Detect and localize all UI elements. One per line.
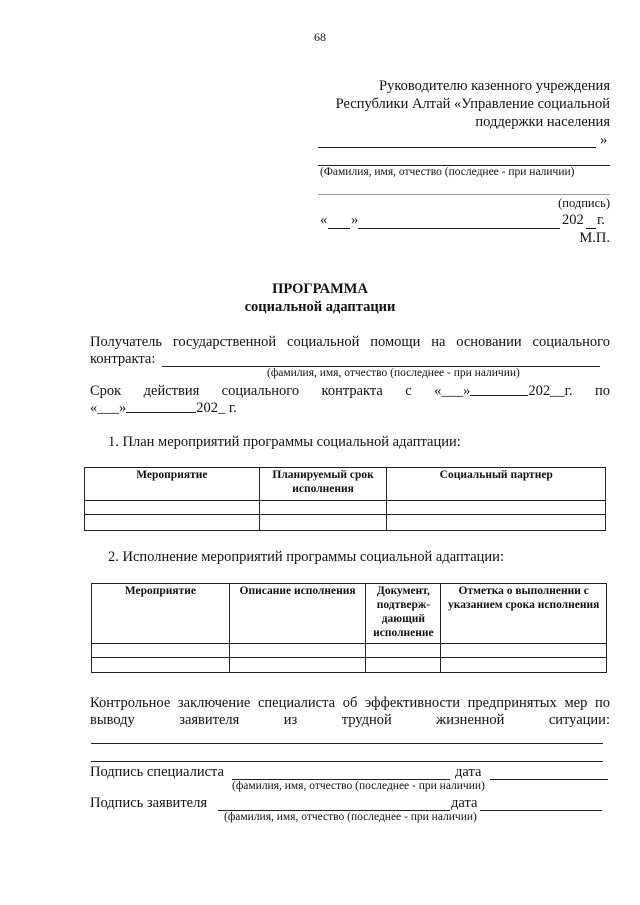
table-cell[interactable] [387, 515, 606, 531]
plan-col-deadline: Планируемый срок исполнения [259, 468, 387, 501]
date-day-line [328, 228, 350, 229]
date-year-line [586, 228, 596, 229]
addressee-name-line [318, 147, 596, 148]
date-mid-quote: » [351, 212, 359, 228]
specialist-signature-label: Подпись специалиста [90, 764, 224, 780]
program-subtitle: социальной адаптации [244, 299, 396, 315]
term-word-2: действия [143, 383, 200, 399]
exec-col-activity: Мероприятие [92, 584, 230, 644]
specialist-caption: (фамилия, имя, отчество (последнее - при наличии) [232, 780, 485, 792]
table-cell[interactable] [85, 501, 260, 515]
addressee-line1: Руководителю казенного учреждения [379, 78, 610, 94]
date-open-quote: « [320, 212, 328, 228]
table-cell[interactable] [92, 658, 230, 673]
specialist-date-label: дата [455, 764, 482, 780]
exec-col-description: Описание исполнения [229, 584, 366, 644]
signature-caption: (подпись) [558, 196, 610, 210]
applicant-date-line[interactable] [480, 810, 602, 811]
conclusion-word-2: заявителя [179, 712, 240, 728]
table-cell[interactable] [92, 644, 230, 658]
table-cell[interactable] [366, 644, 441, 658]
page-number: 68 [314, 30, 326, 44]
exec-col-mark: Отметка о выполнении с указанием срока исполнения [441, 584, 607, 644]
term-word-4: контракта [321, 383, 383, 399]
execution-table-header [92, 584, 607, 644]
recipient-caption: (фамилия, имя, отчество (последнее - при наличии) [267, 367, 520, 379]
conclusion-line-a[interactable] [91, 743, 603, 744]
table-cell[interactable] [366, 658, 441, 673]
term-word-3: социального [221, 383, 300, 399]
plan-table-header [85, 468, 606, 501]
table-cell[interactable] [441, 644, 607, 658]
table-row [85, 515, 606, 531]
table-row [92, 658, 607, 673]
recipient-label: контракта: [90, 351, 156, 367]
term-end-day: «___» [90, 400, 127, 416]
table-row [92, 644, 607, 658]
conclusion-word-1: выводу [90, 712, 135, 728]
plan-col-partner: Социальный партнер [387, 468, 606, 501]
conclusion-word-3: из [283, 712, 298, 728]
section2-heading: 2. Исполнение мероприятий программы социальной адаптации: [108, 549, 504, 565]
conclusion-word-6: ситуации: [548, 712, 610, 728]
table-cell[interactable] [85, 515, 260, 531]
conclusion-line1: Контрольное заключение специалиста об эффективности предпринятых мер по [90, 695, 610, 711]
table-row [85, 501, 606, 515]
conclusion-word-5: жизненной [436, 712, 505, 728]
program-title: ПРОГРАММА [272, 281, 368, 297]
term-word-8: по [594, 383, 610, 399]
table-cell[interactable] [259, 501, 387, 515]
term-year-field: 202__г. [528, 383, 573, 399]
addressee-line2: Республики Алтай «Управление социальной [335, 96, 610, 112]
term-end-year: 202_ г. [196, 400, 237, 416]
addressee-name-caption: (Фамилия, имя, отчество (последнее - при наличии) [320, 166, 575, 178]
addressee-line3: поддержки населения [475, 114, 610, 130]
section1-heading: 1. План мероприятий программы социальной адаптации: [108, 434, 461, 450]
conclusion-line2 [90, 712, 610, 729]
term-end-month-line [126, 400, 196, 413]
specialist-date-line[interactable] [490, 779, 608, 780]
table-cell[interactable] [441, 658, 607, 673]
applicant-caption: (фамилия, имя, отчество (последнее - при наличии) [224, 811, 477, 823]
applicant-signature-label: Подпись заявителя [90, 795, 207, 811]
date-suffix: г. [597, 212, 605, 228]
applicant-date-label: дата [451, 795, 478, 811]
table-cell[interactable] [259, 515, 387, 531]
execution-table [91, 583, 607, 673]
conclusion-line-b[interactable] [91, 761, 603, 762]
recipient-line1: Получатель государственной социальной помощи на основании социального [90, 334, 610, 350]
seal-label: М.П. [579, 230, 610, 246]
term-line2 [90, 400, 237, 417]
term-day-field: «___» [434, 383, 471, 399]
addressee-signature-line [318, 194, 610, 195]
term-line1 [90, 383, 610, 400]
table-cell[interactable] [229, 644, 366, 658]
term-month-line [470, 383, 528, 396]
conclusion-word-4: трудной [341, 712, 392, 728]
plan-col-activity: Мероприятие [85, 468, 260, 501]
plan-table [84, 467, 606, 531]
exec-col-document: Документ, подтверж-дающий исполнение [366, 584, 441, 644]
date-year: 202 [562, 212, 584, 228]
date-month-line [358, 228, 560, 229]
table-cell[interactable] [387, 501, 606, 515]
term-word-1: Срок [90, 383, 122, 399]
addressee-close-quote: » [600, 132, 608, 148]
table-cell[interactable] [229, 658, 366, 673]
term-word-5: с [405, 383, 412, 399]
